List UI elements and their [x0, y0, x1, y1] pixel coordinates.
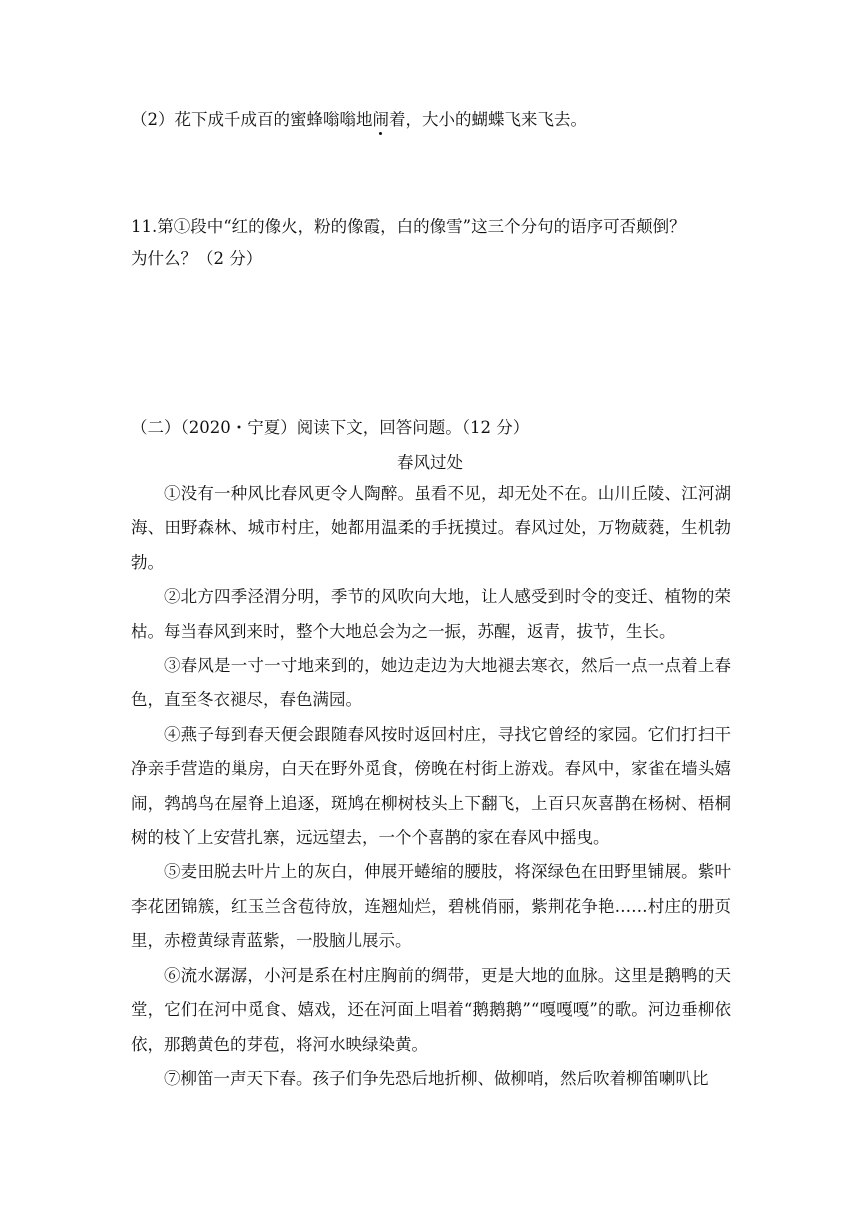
paragraph-3: ③春风是一寸一寸地来到的，她边走边为大地褪去寒衣，然后一点一点着上春色，直至冬衣褪尽，春色满园。 — [131, 656, 731, 710]
paragraph-4: ④燕子每到春天便会跟随春风按时返回村庄，寻找它曾经的家园。它们打扫干净亲手营造的巢房，白天在野外觅食，傍晚在村街上游戏。春风中，家雀在墙头嬉闹，鹁鸪鸟在屋脊上追逐，斑鸠在柳树枝头上下翻飞，上百只灰喜鹊在杨树、梧桐树的枝丫上安营扎寨，远远望去，一个个喜鹊的家在春风中摇曳。 — [131, 724, 731, 848]
emphasis-dot-char: 闹 — [372, 110, 389, 129]
question-11-line-1: 11.第①段中“红的像火，粉的像霞，白的像雪”这三个分句的语序可否颠倒？ — [131, 217, 686, 236]
paragraph-7: ⑦柳笛一声天下春。孩子们争先恐后地折柳、做柳哨，然后吹着柳笛喇叭比 — [164, 1068, 709, 1088]
paragraph-1: ①没有一种风比春风更令人陶醉。虽看不见，却无处不在。山川丘陵、江河湖海、田野森林、城市村庄，她都用温柔的手抚摸过。春风过处，万物葳蕤，生机勃勃。 — [131, 484, 731, 572]
article-title: 春风过处 — [397, 453, 463, 472]
article-body — [131, 477, 731, 1096]
paragraph-6: ⑥流水潺潺，小河是系在村庄胸前的绸带，更是大地的血脉。这里是鹅鸭的天堂，它们在河中觅食、嬉戏，还在河面上唱着“鹅鹅鹅”“嘎嘎嘎”的歌。河边垂柳依依，那鹅黄色的芽苞，将河水映绿染黄。 — [131, 965, 731, 1054]
question-sub-2-post: 着，大小的蝴蝶飞来飞去。 — [389, 110, 587, 129]
paragraph-5: ⑤麦田脱去叶片上的灰白，伸展开蜷缩的腰肢，将深绿色在田野里铺展。紫叶李花团锦簇，红玉兰含苞待放，连翘灿烂，碧桃俏丽，紫荆花争艳……村庄的册页里，赤橙黄绿青蓝紫，一股脑儿展示。 — [131, 862, 731, 951]
section-2-header: （二）（2020・宁夏）阅读下文，回答问题。（12 分） — [131, 418, 530, 437]
question-sub-2-pre: （2）花下成千成百的蜜蜂嗡嗡地 — [131, 110, 373, 129]
question-sub-2 — [131, 106, 587, 130]
paragraph-2: ②北方四季泾渭分明，季节的风吹向大地，让人感受到时令的变迁、植物的荣枯。每当春风到来时，整个大地总会为之一振，苏醒，返青，拔节，生长。 — [131, 587, 731, 641]
question-11-line-2: 为什么？（2 分） — [131, 249, 263, 268]
